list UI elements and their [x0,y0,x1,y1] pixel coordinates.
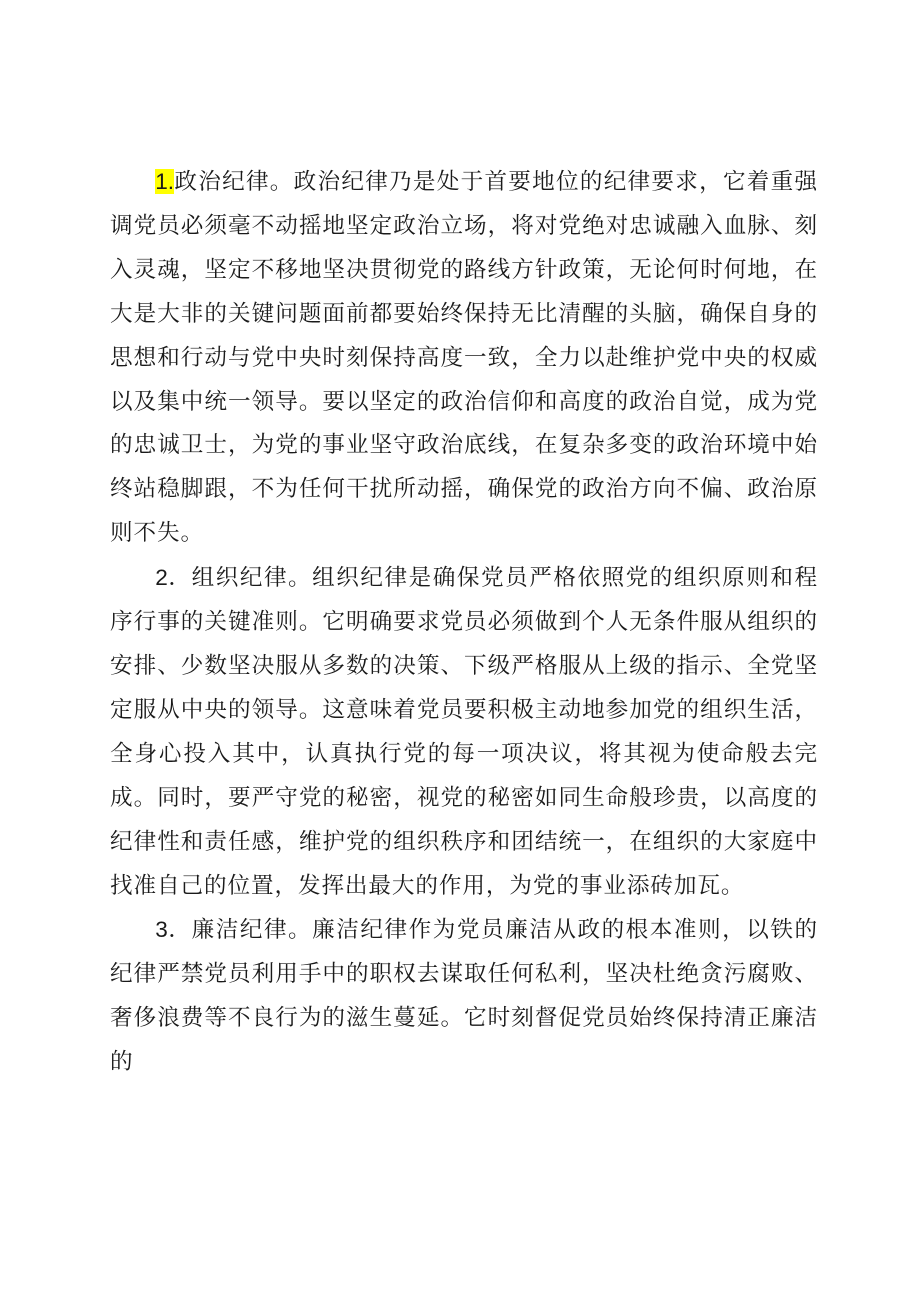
paragraph-text: 政治纪律。政治纪律乃是处于首要地位的纪律要求，它着重强调党员必须毫不动摇地坚定政治立场，将对党绝对忠诚融入血脉、刻入灵魂，坚定不移地坚决贯彻党的路线方针政策，无论何时何地，在大是大非的关键问题面前都要始终保持无比清醒的头脑，确保自身的思想和行动与党中央时刻保持高度一致，全力以赴维护党中央的权威以及集中统一领导。要以坚定的政治信仰和高度的政治自觉，成为党的忠诚卫士，为党的事业坚守政治底线，在复杂多变的政治环境中始终站稳脚跟，不为任何干扰所动摇，确保党的政治方向不偏、政治原则不失。 [110,169,818,547]
paragraph-integrity-discipline [110,908,818,1085]
paragraph-political-discipline [110,160,818,556]
document-page [110,160,818,1085]
paragraph-number: 3． [155,917,192,943]
paragraph-text: 组织纪律。组织纪律是确保党员严格依照党的组织原则和程序行事的关键准则。它明确要求党员必须做到个人无条件服从组织的安排、少数坚决服从多数的决策、下级严格服从上级的指示、全党坚定服从中央的领导。这意味着党员要积极主动地参加党的组织生活，全身心投入其中，认真执行党的每一项决议，将其视为使命般去完成。同时，要严守党的秘密，视党的秘密如同生命般珍贵，以高度的纪律性和责任感，维护党的组织秩序和团结统一，在组织的大家庭中找准自己的位置，发挥出最大的作用，为党的事业添砖加瓦。 [110,565,818,899]
paragraph-number: 2． [155,565,192,591]
paragraph-number-highlighted: 1. [155,169,175,194]
paragraph-text: 廉洁纪律。廉洁纪律作为党员廉洁从政的根本准则，以铁的纪律严禁党员利用手中的职权去谋取任何私利，坚决杜绝贪污腐败、奢侈浪费等不良行为的滋生蔓延。它时刻督促党员始终保持清正廉洁的 [110,917,818,1076]
paragraph-organizational-discipline [110,556,818,908]
